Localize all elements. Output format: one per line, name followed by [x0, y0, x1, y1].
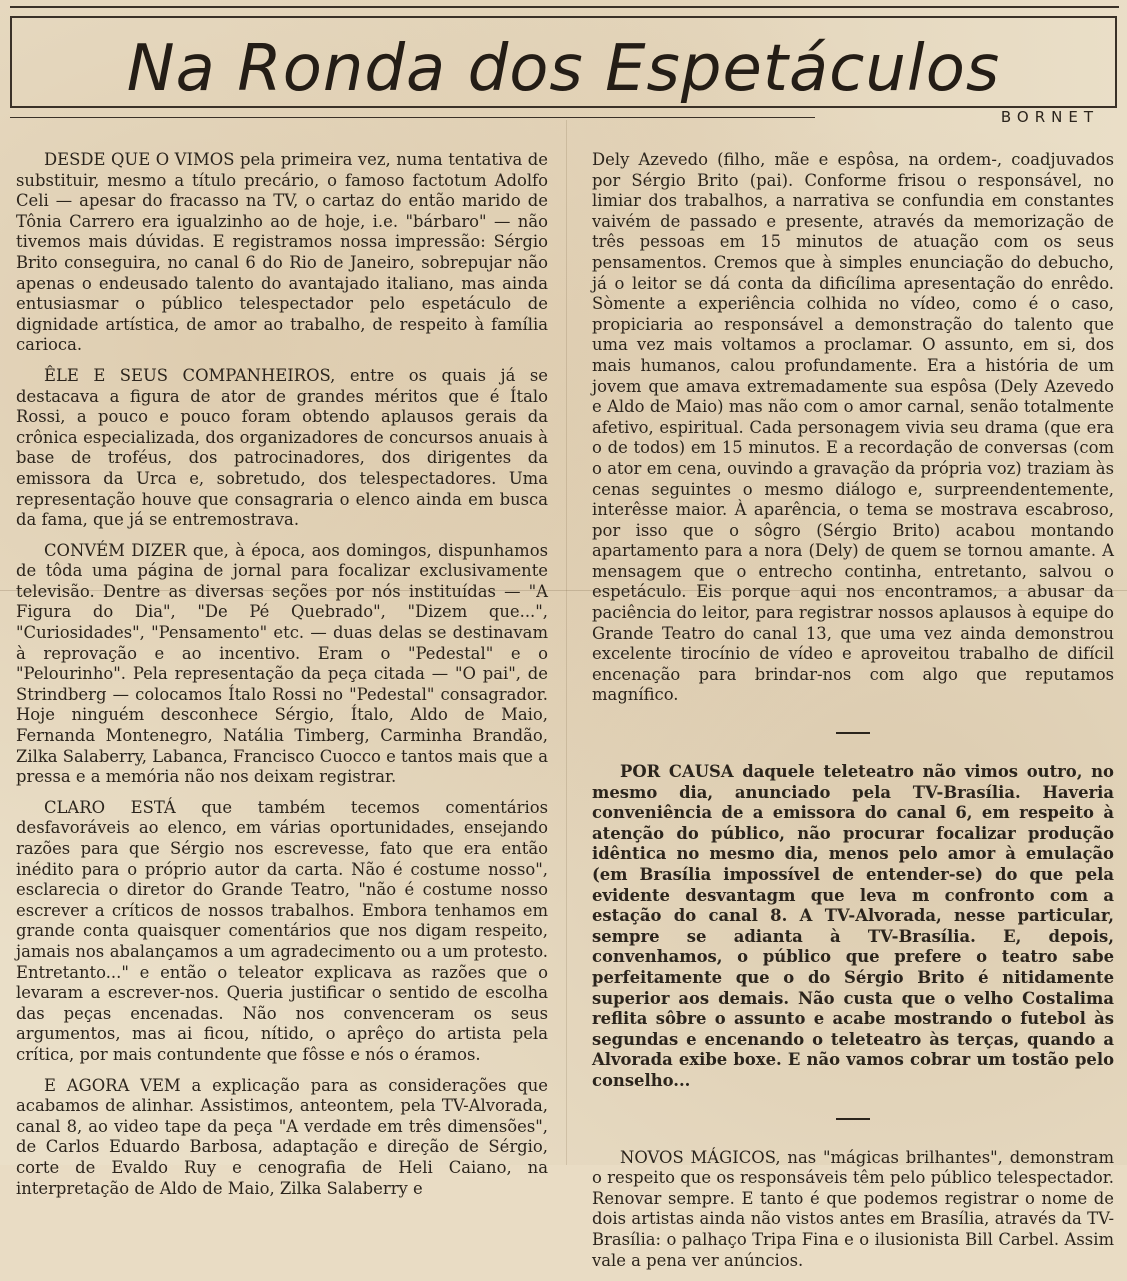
section-divider	[836, 1118, 870, 1120]
bold-paragraph	[592, 762, 1114, 1092]
title-box	[10, 16, 1117, 108]
paragraph-lead: E AGORA VEM	[44, 1075, 181, 1095]
paragraph	[16, 150, 548, 356]
paragraph-lead: POR CAUSA	[620, 762, 734, 782]
paragraph-text: que, à época, aos domingos, dispunhamos de tôda uma página de jornal para focalizar exclusivamente televisão. Dentre as diversas seções por nós instituídas — "A Figura do Dia", "De Pé Quebrado", "Dizem que...", "Curiosidades", "Pensamento" etc. — duas delas se destinavam à reprovação e ao incentivo. Eram o "Pedestal" e o "Pelourinho". Pela representação da peça citada — "O pai", de Strindberg — colocamos Ítalo Rossi no "Pedestal" consagrador. Hoje ninguém desconhece Sérgio, Ítalo, Aldo de Maio, Fernanda Montenegro, Natália Timberg, Carminha Brandão, Zilka Salaberry, Labanca, Francisco Cuocco e tantos mais que a pressa e a memória não nos deixam registrar.	[16, 540, 548, 787]
paragraph-text: pela primeira vez, numa tentativa de substituir, mesmo a título precário, o famoso factotum Adolfo Celi — apesar do fracasso na TV, o cartaz do então marido de Tônia Carrero era igualzinho ao de hoje, i.e. "bárbaro" — não tivemos mais dúvidas. E registramos nossa impressão: Sérgio Brito conseguira, no canal 6 do Rio de Janeiro, sobrepujar não apenas o endeusado talento do avantajado italiano, mas ainda entusiasmar o público telespectador pelo espetáculo de dignidade artística, de amor ao trabalho, de respeito à família carioca.	[16, 150, 548, 355]
paragraph-lead: NOVOS MÁGICOS,	[620, 1147, 781, 1167]
byline-rule	[10, 117, 815, 118]
paragraph-text: que também tecemos comentários desfavoráveis ao elenco, em várias oportunidades, ensejando razões para que Sérgio nos escrevesse, fato que era então inédito para o próprio autor da carta. Não é costume nosso", esclarecia o diretor do Grande Teatro, "não é costume nosso escrever a críticos de nossos trabalhos. Embora tenhamos em grande conta quaisquer comentários que nos digam respeito, jamais nos abalançamos a um agradecimento ou a um protesto. Entretanto..." e então o teleator explicava as razões que o levaram a escrever-nos. Queria justificar o sentido de escolha das peças encenadas. Não nos convenceram os seus argumentos, mas ai ficou, nítido, o aprêço do artista pela crítica, por mais contundente que fôsse e nós o éramos.	[16, 797, 548, 1064]
section-divider	[836, 732, 870, 734]
paragraph-lead: CLARO ESTÁ	[44, 797, 176, 817]
paragraph-lead: ÊLE E SEUS COMPANHEIROS,	[44, 365, 336, 385]
top-rule	[10, 6, 1119, 8]
paragraph-text: nas "mágicas brilhantes", demonstram o respeito que os responsáveis têm pelo público telespectador. Renovar sempre. E tanto é que podemos registrar o nome de dois artistas ainda não vistos antes em Brasília, através da TV-Brasília: o palhaço Tripa Fina e o ilusionista Bill Carbel. Assim vale a pena ver anúncios.	[592, 1147, 1114, 1270]
paragraph-text: daquele teleteatro não vimos outro, no mesmo dia, anunciado pela TV-Brasília. Haveria conveniência de a emissora do canal 6, em respeito à atenção do público, não procurar focalizar produção idêntica no mesmo dia, menos pelo amor à emulação (em Brasília impossível de entender-se) do que pela evidente desvantagm que leva m confronto com a estação do canal 8. A TV-Alvorada, nesse particular, sempre se adianta à TV-Brasília. E, depois, convenhamos, o público que prefere o teatro sabe perfeitamente que o do Sérgio Brito é nitidamente superior aos demais. Não custa que o velho Costalima reflita sôbre o assunto e acabe mostrando o futebol às segundas e encenando o teleteatro às terças, quando a Alvorada exibe boxe. E não vamos cobrar um tostão pelo conselho...	[592, 762, 1114, 1090]
paragraph-text: entre os quais já se destacava a figura de ator de grandes méritos que é Ítalo Rossi, a pouco e pouco foram obtendo aplausos gerais da crônica especializada, dos organizadores de concursos anuais à base de troféus, dos patrocinadores, dos dirigentes da emissora da Urca e, sobretudo, dos telespectadores. Uma representação houve que consagraria o elenco ainda em busca da fama, que já se entremostrava.	[16, 365, 548, 530]
left-column	[16, 150, 548, 1209]
paragraph-lead: CONVÉM DIZER	[44, 540, 187, 560]
paragraph	[16, 366, 548, 531]
paper-fold-line-vertical	[566, 120, 567, 1165]
paragraph	[16, 541, 548, 788]
author-byline: BORNET	[1000, 108, 1099, 126]
paragraph	[592, 1148, 1114, 1272]
paragraph	[16, 798, 548, 1066]
paragraph-lead: DESDE QUE O VIMOS	[44, 150, 235, 169]
column-title: Na Ronda dos Espetáculos	[126, 32, 1001, 106]
paragraph	[16, 1076, 548, 1200]
continued-paragraph: Dely Azevedo (filho, mãe e espôsa, na ordem-, coadjuvados por Sérgio Brito (pai). Conforme frisou o responsável, no limiar dos trabalhos, a narrativa se confundia em constantes vaivém de passado e presente, através da memorização de três pessoas em 15 minutos de atuação com os seus pensamentos. Cremos que à simples enunciação do debucho, já o leitor se dá conta da dificílima apresentação do enrêdo. Sòmente a experiência colhida no vídeo, como é o caso, propiciaria ao responsável a demonstração do talento que uma vez mais voltamos a proclamar. O assunto, em si, dos mais humanos, calou profundamente. Era a história de um jovem que amava extremadamente sua espôsa (Dely Azevedo e Aldo de Maio) mas não com o amor carnal, senão totalmente afetivo, espiritual. Cada personagem vivia seu drama (que era o de todos) em 15 minutos. E a recordação de conversas (com o ator em cena, ouvindo a gravação da própria voz) traziam às cenas seguintes o mesmo diálogo e, surpreendentemente, interêsse maior. À aparência, o tema se mostrava escabroso, por isso que o sôgro (Sérgio Brito) acabou montando apartamento para a nora (Dely) de quem se tornou amante. A mensagem que o entrecho continha, entretanto, salvou o espetáculo. Eis porque aqui nos encontramos, a abusar da paciência do leitor, para registrar nossos aplausos à equipe do Grande Teatro do canal 13, que uma vez ainda demonstrou excelente tirocínio de vídeo e aproveitou trabalho de difícil encenação para brindar-nos com algo que reputamos magnífico.	[592, 150, 1114, 705]
paragraph-text: a explicação para as considerações que acabamos de alinhar. Assistimos, anteontem, pela TV-Alvorada, canal 8, ao video tape da peça "A verdade em três dimensões", de Carlos Eduardo Barbosa, adaptação e direção de Sérgio, corte de Evaldo Ruy e cenografia de Heli Caiano, na interpretação de Aldo de Maio, Zilka Salaberry e	[16, 1075, 548, 1198]
right-column	[592, 150, 1114, 1281]
